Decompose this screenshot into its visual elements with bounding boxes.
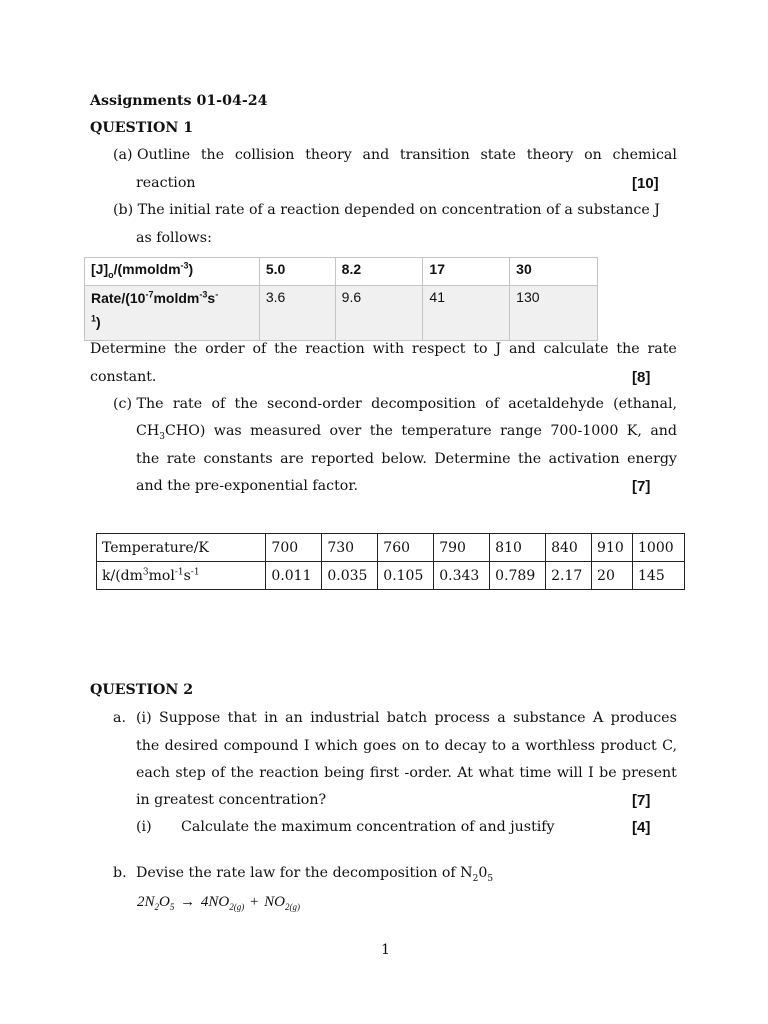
q1b-line-2: as follows:: [136, 230, 212, 246]
word: theory: [526, 147, 574, 163]
word: I: [303, 738, 310, 754]
q1b-marks: [8]: [632, 369, 651, 386]
word: be: [599, 765, 617, 781]
word: -order.: [404, 765, 452, 781]
q2a-marks-2: [4]: [632, 819, 651, 836]
word: present: [622, 765, 677, 781]
q2a-line-4: in greatest concentration?: [136, 792, 327, 808]
word: Determine: [90, 341, 167, 357]
word: what: [478, 765, 514, 781]
word: to: [424, 738, 440, 754]
word: reported: [311, 451, 374, 467]
word: worthless: [525, 738, 596, 754]
word: the: [274, 341, 298, 357]
q1c-line-4: and the pre-exponential factor.: [136, 478, 359, 494]
q1b-after-line-2: constant.: [90, 369, 157, 385]
table-cell: 20: [592, 562, 633, 590]
word: K,: [626, 423, 642, 439]
word: of: [211, 396, 226, 412]
table-cell: 130: [510, 286, 598, 341]
word: are: [280, 451, 304, 467]
word: process: [434, 710, 490, 726]
word: the: [174, 341, 198, 357]
reaction-arrow-icon: →: [180, 894, 196, 910]
table-cell: 9.6: [335, 286, 423, 341]
word: produces: [610, 710, 677, 726]
word: desired: [164, 738, 219, 754]
word: the: [517, 451, 542, 467]
word: second-order: [267, 396, 362, 412]
word: in: [264, 710, 278, 726]
word: chemical: [612, 147, 677, 163]
word: order: [205, 341, 245, 357]
word: which: [314, 738, 358, 754]
word: with: [372, 341, 405, 357]
word: decay: [444, 738, 487, 754]
word: (c) The: [113, 396, 164, 412]
word: time: [519, 765, 552, 781]
word: to: [473, 341, 488, 357]
table-cell: 790: [434, 534, 490, 562]
q1b-after-line-1: [90, 341, 677, 357]
table-cell: 760: [378, 534, 434, 562]
word: the: [136, 738, 160, 754]
word: step: [175, 765, 206, 781]
q1c-line-2: [136, 423, 677, 442]
word: a: [511, 738, 520, 754]
word: will: [556, 765, 583, 781]
word: a: [497, 710, 506, 726]
word: energy: [627, 451, 677, 467]
table-cell: 700: [266, 534, 322, 562]
question-1-heading: QUESTION 1: [90, 120, 194, 136]
q1c-marks: [7]: [632, 478, 651, 495]
table-cell: 0.343: [434, 562, 490, 590]
table-cell: 1000: [633, 534, 685, 562]
q2a-sub-text: Calculate the maximum concentration of and justify: [181, 819, 555, 835]
word: C,: [662, 738, 677, 754]
q1b-line-1: (b) The initial rate of a reaction depended on concentration of a substance J: [113, 202, 660, 218]
q2a-marks-1: [7]: [632, 792, 651, 809]
table-cell: 0.105: [378, 562, 434, 590]
word: 700-1000: [550, 423, 619, 439]
word: (i): [136, 710, 152, 726]
word: transition: [399, 147, 470, 163]
word: that: [227, 710, 257, 726]
word: and: [650, 423, 677, 439]
word: of: [211, 765, 226, 781]
word: an: [285, 710, 303, 726]
word: substance: [513, 710, 586, 726]
word: the: [136, 451, 160, 467]
word: reaction: [259, 765, 319, 781]
word: constants: [203, 451, 273, 467]
word: to: [491, 738, 507, 754]
word: and: [508, 341, 536, 357]
word: the: [200, 147, 225, 163]
q2a-label: a.: [113, 710, 126, 726]
table-cell: 840: [546, 534, 592, 562]
table-cell: 910: [592, 534, 633, 562]
word: compound: [223, 738, 299, 754]
table-cell: 0.789: [490, 562, 546, 590]
table-cell: 5.0: [259, 258, 335, 286]
word: J: [495, 341, 502, 357]
table-row: [85, 258, 598, 286]
table-row: [97, 534, 685, 562]
rate-constant-table: [96, 533, 685, 590]
word: collision: [234, 147, 295, 163]
word: (a) Outline: [113, 147, 191, 163]
q1c-line-1: [113, 396, 677, 412]
q1a-line-1: [113, 147, 677, 163]
word: below.: [381, 451, 427, 467]
table-header-cell: $[J]_o/(mmoldm^{-3})$: [85, 258, 260, 286]
word: of: [485, 396, 499, 412]
word: activation: [548, 451, 620, 467]
word: Suppose: [159, 710, 221, 726]
word: industrial: [310, 710, 380, 726]
table-header-cell: Rate/($10^{-7}moldm^{-3}s^-$ $^1$): [85, 286, 260, 341]
word: and: [362, 147, 390, 163]
word: product: [600, 738, 657, 754]
assignment-title: Assignments 01-04-24: [90, 93, 268, 109]
q2b-label: b.: [113, 865, 127, 881]
q1a-marks: [10]: [632, 175, 659, 192]
word: temperature: [401, 423, 492, 439]
word: I: [588, 765, 594, 781]
table-cell: 810: [490, 534, 546, 562]
question-2-heading: QUESTION 2: [90, 682, 194, 698]
word: range: [500, 423, 542, 439]
word: the: [230, 765, 254, 781]
word: rate: [647, 341, 677, 357]
word: being: [324, 765, 365, 781]
chemical-formula: $CH_3CHO$): [136, 423, 206, 442]
word: acetaldehyde: [508, 396, 604, 412]
table-header-cell: Temperature/K: [97, 534, 266, 562]
table-cell: 730: [322, 534, 378, 562]
word: on: [584, 147, 602, 163]
q1a-line-2: reaction: [136, 175, 196, 191]
word: measured: [250, 423, 322, 439]
table-row: [97, 562, 685, 590]
q2a-sub-label: (i): [136, 819, 152, 835]
table-cell: 0.011: [266, 562, 322, 590]
q2a-line-3: [136, 765, 677, 781]
word: batch: [386, 710, 428, 726]
decomposition-equation: $2N_2O_5 \to 4NO_{2(g)} + NO_{2(g)}$: [137, 894, 301, 912]
concentration-rate-table: [84, 257, 598, 341]
word: was: [213, 423, 242, 439]
word: reaction: [305, 341, 365, 357]
table-cell: 0.035: [322, 562, 378, 590]
q2b-text: Devise the rate law for the decomposition of $N_20_5$: [136, 865, 494, 884]
word: first: [369, 765, 400, 781]
q2a-line-2: [136, 738, 677, 754]
q1c-line-3: [136, 451, 677, 467]
table-header-cell: $k/(dm^3mol^{-1}s^{-1}$: [97, 562, 266, 590]
word: (ethanal,: [613, 396, 677, 412]
page-number: 1: [381, 942, 391, 958]
word: rate: [172, 396, 203, 412]
table-cell: 30: [510, 258, 598, 286]
word: rate: [166, 451, 197, 467]
word: on: [401, 738, 420, 754]
word: decomposition: [371, 396, 476, 412]
word: the: [369, 423, 393, 439]
word: Determine: [434, 451, 511, 467]
word: At: [457, 765, 473, 781]
word: respect: [411, 341, 466, 357]
table-row: [85, 286, 598, 341]
table-cell: 41: [423, 286, 510, 341]
table-cell: 8.2: [335, 258, 423, 286]
word: each: [136, 765, 170, 781]
word: state: [480, 147, 517, 163]
table-cell: 3.6: [259, 286, 335, 341]
word: theory: [305, 147, 352, 163]
word: the: [234, 396, 258, 412]
word: A: [592, 710, 604, 726]
table-cell: 17: [423, 258, 510, 286]
word: the: [616, 341, 640, 357]
word: calculate: [543, 341, 609, 357]
table-cell: 145: [633, 562, 685, 590]
table-cell: 2.17: [546, 562, 592, 590]
word: goes: [363, 738, 397, 754]
q2a-line-1: [136, 710, 677, 726]
word: over: [329, 423, 362, 439]
word: of: [252, 341, 267, 357]
